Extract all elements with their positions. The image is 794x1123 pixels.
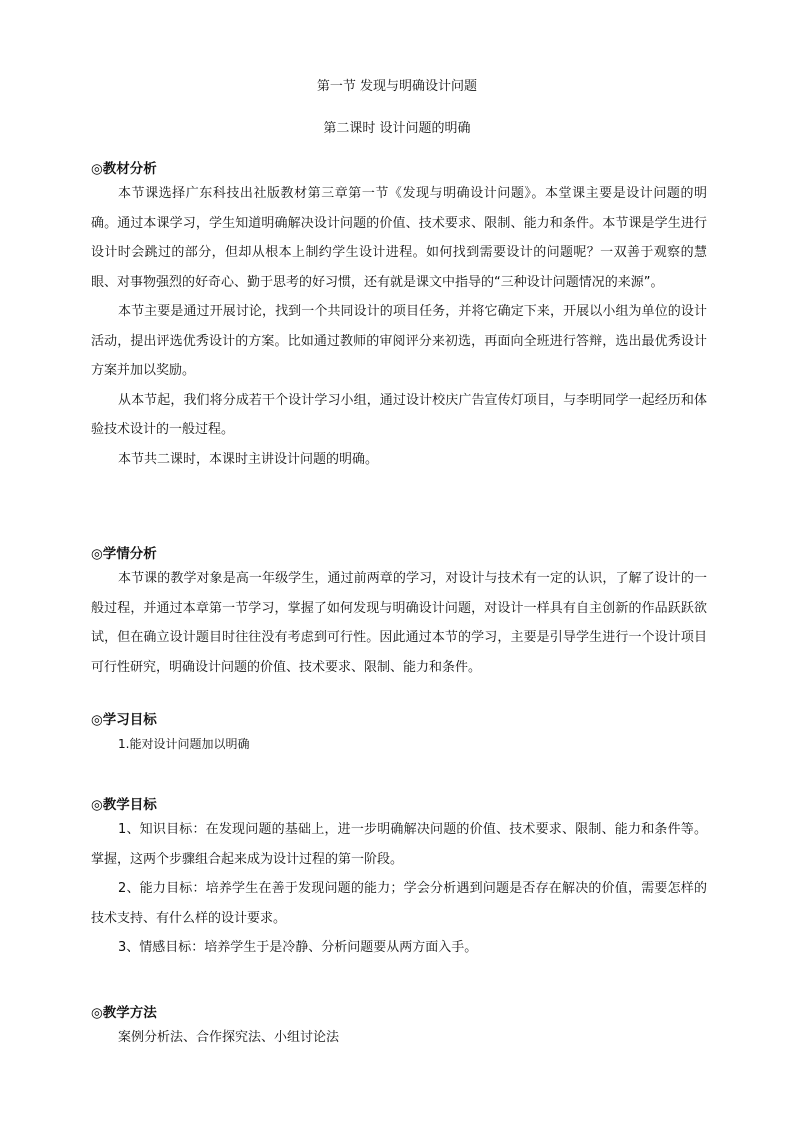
learning-goal-item-1: 1.能对设计问题加以明确	[118, 737, 250, 751]
lesson-title: 第二课时 设计问题的明确	[323, 121, 471, 136]
teaching-methods-section	[91, 1004, 707, 1053]
teaching-goals-heading: ◎教学目标	[91, 797, 157, 813]
teaching-goal-item-3: 3、情感目标：培养学生于是冷静、分析问题要从两方面入手。	[118, 940, 478, 955]
teaching-goal-item-1: 1、知识目标：在发现问题的基础上，进一步明确解决问题的价值、技术要求、限制、能力和条件等。掌握，这两个步骤组合起来成为设计过程的第一阶段。	[91, 822, 707, 867]
material-analysis-heading: ◎教材分析	[91, 161, 157, 177]
learning-goals-heading: ◎学习目标	[91, 712, 157, 728]
section-title: 第一节 发现与明确设计问题	[316, 79, 478, 94]
student-analysis-heading: ◎学情分析	[91, 546, 157, 562]
student-analysis-section	[91, 545, 707, 682]
teaching-goals-section	[91, 796, 707, 963]
teaching-goal-item-2: 2、能力目标：培养学生在善于发现问题的能力；学会分析遇到问题是否存在解决的价值，需要怎样的技术支持、有什么样的设计要求。	[91, 881, 707, 926]
teaching-methods-heading: ◎教学方法	[91, 1005, 157, 1021]
learning-goals-section	[91, 711, 707, 760]
material-paragraph-4: 本节共二课时，本课时主讲设计问题的明确。	[118, 451, 379, 467]
material-paragraph-3: 从本节起，我们将分成若干个设计学习小组，通过设计校庆广告宣传灯项目，与李明同学一起经历和体验技术设计的一般过程。	[91, 392, 707, 437]
material-paragraph-2: 本节主要是通过开展讨论，找到一个共同设计的项目任务，并将它确定下来，开展以小组为单位的设计活动，提出评选优秀设计的方案。比如通过教师的审阅评分来初选，再面向全班进行答辩，选出最优秀设计方案并加以奖励。	[91, 304, 707, 378]
material-paragraph-1: 本节课选择广东科技出社版教材第三章第一节《发现与明确设计问题》。本堂课主要是设计问题的明确。通过本课学习，学生知道明确解决设计问题的价值、技术要求、限制、能力和条件。本节课是学生进行设计时会跳过的部分，但却从根本上制约学生设计进程。如何找到需要设计的问题呢？一双善于观察的慧眼、对事物强烈的好奇心、勤于思考的好习惯，还有就是课文中指导的“三种设计问题情况的来源”。	[91, 186, 707, 290]
teaching-methods-text: 案例分析法、合作探究法、小组讨论法	[118, 1030, 340, 1045]
material-analysis-section	[91, 160, 707, 474]
student-paragraph-1: 本节课的教学对象是高一年级学生，通过前两章的学习，对设计与技术有一定的认识，了解了设计的一般过程，并通过本章第一节学习，掌握了如何发现与明确设计问题，对设计一样具有自主创新的作品跃跃欲试，但在确立设计题目时往往没有考虑到可行性。因此通过本节的学习，主要是引导学生进行一个设计项目可行性研究，明确设计问题的价值、技术要求、限制、能力和条件。	[91, 571, 707, 675]
